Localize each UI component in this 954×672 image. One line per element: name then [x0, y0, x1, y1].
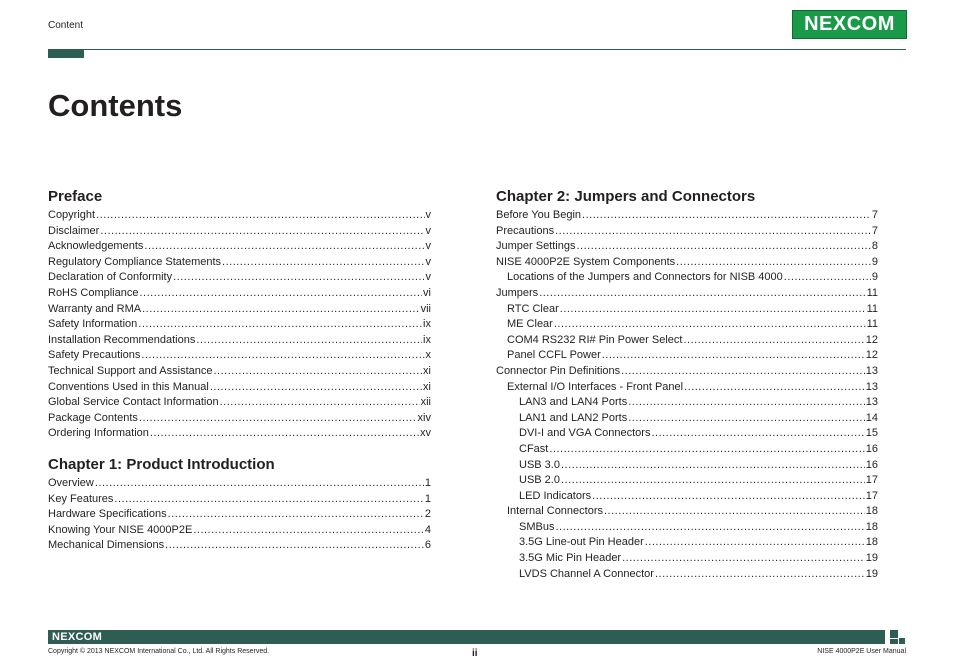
toc-entry-page: xii	[420, 396, 431, 409]
toc-entry-label: Connector Pin Definitions	[496, 364, 621, 377]
toc-entry-label: Installation Recommendations	[48, 333, 196, 346]
toc-dot-leader	[220, 395, 420, 411]
toc-list	[48, 208, 431, 442]
toc-entry[interactable]	[496, 224, 878, 240]
footer-copyright: Copyright © 2013 NEXCOM International Co., Ltd. All Rights Reserved.	[48, 648, 270, 655]
toc-dot-leader	[196, 333, 422, 349]
toc-entry-label: Hardware Specifications	[48, 508, 167, 521]
toc-entry[interactable]	[48, 476, 431, 492]
toc-entry-page: xi	[423, 380, 431, 393]
toc-entry[interactable]	[48, 224, 431, 240]
toc-dot-leader	[549, 442, 864, 458]
toc-dot-leader	[628, 395, 865, 411]
toc-entry-label: ME Clear	[507, 318, 553, 331]
toc-entry-label: LAN3 and LAN4 Ports	[519, 396, 628, 409]
toc-entry-label: LED Indicators	[519, 489, 592, 502]
toc-entry-label: DVI-I and VGA Connectors	[519, 427, 651, 440]
toc-entry[interactable]	[48, 380, 431, 396]
toc-entry[interactable]	[496, 551, 878, 567]
footer-manual-name: NISE 4000P2E User Manual	[817, 648, 906, 655]
toc-entry-label: Warranty and RMA	[48, 302, 142, 315]
toc-dot-leader	[95, 476, 424, 492]
toc-entry-page: 19	[865, 552, 878, 565]
toc-entry-label: Safety Precautions	[48, 349, 141, 362]
toc-entry-page: xi	[423, 364, 431, 377]
toc-dot-leader	[168, 507, 424, 523]
toc-entry[interactable]	[496, 442, 878, 458]
toc-entry-page: 16	[865, 458, 878, 471]
toc-entry-label: External I/O Interfaces - Front Panel	[507, 380, 684, 393]
toc-entry-page: 1	[424, 492, 431, 505]
toc-entry-page: v	[425, 255, 431, 268]
toc-entry[interactable]	[48, 286, 431, 302]
toc-entry-label: Ordering Information	[48, 427, 149, 440]
toc-dot-leader	[560, 302, 866, 318]
toc-entry-label: Disclaimer	[48, 224, 100, 237]
toc-dot-leader	[138, 317, 422, 333]
toc-entry-label: Technical Support and Assistance	[48, 364, 213, 377]
toc-dot-leader	[539, 286, 865, 302]
toc-entry[interactable]	[48, 239, 431, 255]
toc-dot-leader	[165, 538, 424, 554]
toc-entry[interactable]	[496, 395, 878, 411]
toc-entry-page: 17	[865, 474, 878, 487]
toc-dot-leader	[96, 208, 424, 224]
toc-section-title: Chapter 1: Product Introduction	[48, 455, 275, 473]
toc-entry[interactable]	[496, 364, 878, 380]
toc-entry-label: Precautions	[496, 224, 555, 237]
toc-entry[interactable]	[496, 208, 878, 224]
toc-dot-leader	[222, 255, 424, 271]
toc-entry-label: Regulatory Compliance Statements	[48, 255, 222, 268]
toc-entry-page: 12	[865, 333, 878, 346]
toc-entry-page: v	[425, 271, 431, 284]
toc-entry-label: Jumper Settings	[496, 240, 576, 253]
toc-entry[interactable]	[496, 270, 878, 286]
toc-entry[interactable]	[496, 348, 878, 364]
toc-entry-page: 15	[865, 427, 878, 440]
toc-dot-leader	[602, 348, 865, 364]
toc-section-title: Preface	[48, 188, 103, 205]
toc-dot-leader	[193, 523, 424, 539]
toc-dot-leader	[655, 567, 865, 583]
nexcom-logo-text: NEXCOM	[804, 13, 895, 35]
toc-dot-leader	[621, 364, 865, 380]
toc-entry[interactable]	[496, 286, 878, 302]
nexcom-logo	[792, 10, 907, 39]
toc-entry[interactable]	[496, 317, 878, 333]
toc-dot-leader	[173, 270, 424, 286]
toc-entry[interactable]	[496, 458, 878, 474]
footer-page-number: ii	[472, 648, 478, 659]
toc-entry-page: 1	[424, 476, 431, 489]
footer-bar	[48, 630, 885, 644]
toc-dot-leader	[139, 411, 417, 427]
toc-dot-leader	[645, 535, 865, 551]
toc-entry-page: xv	[420, 427, 431, 440]
toc-entry-label: RTC Clear	[507, 302, 559, 315]
toc-dot-leader	[141, 348, 424, 364]
toc-entry-page: 2	[424, 508, 431, 521]
toc-entry-page: 11	[866, 302, 878, 315]
toc-entry[interactable]	[496, 380, 878, 396]
toc-entry-page: 9	[871, 271, 878, 284]
toc-entry[interactable]	[48, 426, 431, 442]
toc-entry-page: 6	[424, 539, 431, 552]
toc-dot-leader	[210, 380, 422, 396]
toc-dot-leader	[554, 317, 866, 333]
toc-entry[interactable]	[496, 302, 878, 318]
toc-entry-label: Knowing Your NISE 4000P2E	[48, 523, 193, 536]
toc-entry[interactable]	[48, 302, 431, 318]
toc-entry[interactable]	[48, 270, 431, 286]
toc-dot-leader	[139, 286, 422, 302]
toc-entry-page: v	[425, 240, 431, 253]
toc-entry-page: 16	[865, 442, 878, 455]
toc-entry-page: 11	[866, 318, 878, 331]
toc-dot-leader	[114, 492, 423, 508]
toc-entry-page: 18	[865, 520, 878, 533]
toc-dot-leader	[622, 551, 865, 567]
toc-entry-page: v	[425, 224, 431, 237]
toc-entry-label: NISE 4000P2E System Components	[496, 255, 676, 268]
toc-entry-page: v	[425, 209, 431, 221]
toc-entry[interactable]	[496, 489, 878, 505]
toc-entry-page: 4	[424, 523, 431, 536]
toc-entry[interactable]	[496, 426, 878, 442]
toc-left-column	[48, 186, 431, 554]
toc-entry-label: USB 2.0	[519, 474, 560, 487]
toc-entry-label: Mechanical Dimensions	[48, 539, 165, 552]
toc-entry-label: Acknowledgements	[48, 240, 144, 253]
header-section-label: Content	[48, 20, 84, 31]
toc-entry[interactable]	[48, 538, 431, 554]
toc-entry-label: COM4 RS232 RI# Pin Power Select	[507, 333, 683, 346]
toc-entry-label: Key Features	[48, 492, 114, 505]
toc-entry-label: Jumpers	[496, 286, 539, 299]
footer-squares-icon	[888, 630, 908, 644]
toc-dot-leader	[676, 255, 871, 271]
toc-entry-page: x	[425, 349, 431, 362]
toc-entry[interactable]	[496, 255, 878, 271]
toc-dot-leader	[561, 458, 865, 474]
toc-entry-label: Global Service Contact Information	[48, 396, 219, 409]
toc-entry[interactable]	[48, 255, 431, 271]
toc-dot-leader	[784, 270, 871, 286]
toc-entry-page: 12	[865, 349, 878, 362]
toc-entry[interactable]	[48, 492, 431, 508]
toc-dot-leader	[144, 239, 424, 255]
toc-entry-label: Internal Connectors	[507, 505, 603, 518]
toc-dot-leader	[684, 380, 865, 396]
toc-entry[interactable]	[496, 239, 878, 255]
toc-entry-page: 9	[871, 255, 878, 268]
toc-entry-page: 19	[865, 567, 878, 580]
toc-entry[interactable]	[48, 333, 431, 349]
toc-entry-page: 14	[865, 411, 878, 424]
toc-dot-leader	[142, 302, 419, 318]
toc-entry-page: 18	[865, 505, 878, 518]
page-title: Contents	[48, 88, 183, 123]
toc-entry-label: RoHS Compliance	[48, 286, 139, 299]
toc-entry-page: ix	[423, 318, 431, 331]
toc-entry[interactable]	[496, 535, 878, 551]
toc-entry-label: Safety Information	[48, 318, 138, 331]
toc-entry-label: LVDS Channel A Connector	[519, 567, 654, 580]
toc-entry[interactable]	[496, 473, 878, 489]
toc-entry[interactable]	[48, 348, 431, 364]
toc-entry-page: ix	[423, 333, 431, 346]
toc-list	[496, 208, 878, 582]
toc-entry-label: Locations of the Jumpers and Connectors for NISB 4000	[507, 271, 783, 284]
toc-entry[interactable]	[496, 504, 878, 520]
toc-right-column	[496, 186, 878, 582]
toc-entry[interactable]	[48, 208, 431, 224]
toc-dot-leader	[651, 426, 864, 442]
toc-dot-leader	[582, 208, 871, 224]
toc-dot-leader	[604, 504, 865, 520]
toc-dot-leader	[555, 520, 864, 536]
toc-dot-leader	[214, 364, 423, 380]
toc-list	[48, 476, 431, 554]
toc-dot-leader	[561, 473, 865, 489]
header-rule	[48, 49, 906, 50]
toc-entry[interactable]	[48, 364, 431, 380]
toc-dot-leader	[150, 426, 419, 442]
toc-entry[interactable]	[496, 520, 878, 536]
toc-entry-page: 17	[865, 489, 878, 502]
toc-entry-label: Overview	[48, 476, 94, 489]
toc-entry-page: 13	[865, 380, 878, 393]
toc-entry-page: 7	[871, 209, 878, 221]
toc-entry[interactable]	[496, 567, 878, 583]
toc-entry-page: 13	[865, 364, 878, 377]
toc-entry-page: vii	[420, 302, 431, 315]
toc-entry-page: 13	[865, 396, 878, 409]
toc-dot-leader	[592, 489, 865, 505]
toc-entry[interactable]	[48, 507, 431, 523]
toc-entry-label: 3.5G Mic Pin Header	[519, 552, 622, 565]
toc-entry-page: 11	[866, 286, 878, 299]
toc-dot-leader	[555, 224, 871, 240]
toc-entry-page: vi	[423, 286, 431, 299]
toc-entry-label: Panel CCFL Power	[507, 349, 601, 362]
toc-entry[interactable]	[48, 317, 431, 333]
toc-entry-label: Conventions Used in this Manual	[48, 380, 209, 393]
toc-entry[interactable]	[496, 333, 878, 349]
toc-entry[interactable]	[48, 523, 431, 539]
toc-section-title: Chapter 2: Jumpers and Connectors	[496, 188, 756, 205]
section-gap	[48, 442, 431, 454]
toc-dot-leader	[628, 411, 865, 427]
toc-entry-label: Before You Begin	[496, 209, 582, 221]
toc-entry-label: SMBus	[519, 520, 555, 533]
toc-entry-label: Declaration of Conformity	[48, 271, 173, 284]
toc-entry-label: 3.5G Line-out Pin Header	[519, 536, 644, 549]
toc-entry-page: 8	[871, 240, 878, 253]
toc-entry-page: 18	[865, 536, 878, 549]
toc-entry[interactable]	[48, 411, 431, 427]
toc-entry-label: Copyright	[48, 209, 96, 221]
toc-entry[interactable]	[496, 411, 878, 427]
header-tab-marker	[48, 49, 84, 58]
toc-entry[interactable]	[48, 395, 431, 411]
toc-dot-leader	[100, 224, 424, 240]
toc-entry-label: LAN1 and LAN2 Ports	[519, 411, 628, 424]
toc-entry-label: CFast	[519, 442, 549, 455]
toc-entry-label: USB 3.0	[519, 458, 560, 471]
toc-dot-leader	[683, 333, 864, 349]
toc-entry-page: xiv	[417, 411, 431, 424]
toc-entry-label: Package Contents	[48, 411, 138, 424]
toc-dot-leader	[576, 239, 870, 255]
footer-logo: NEXCOM	[52, 631, 103, 643]
toc-entry-page: 7	[871, 224, 878, 237]
